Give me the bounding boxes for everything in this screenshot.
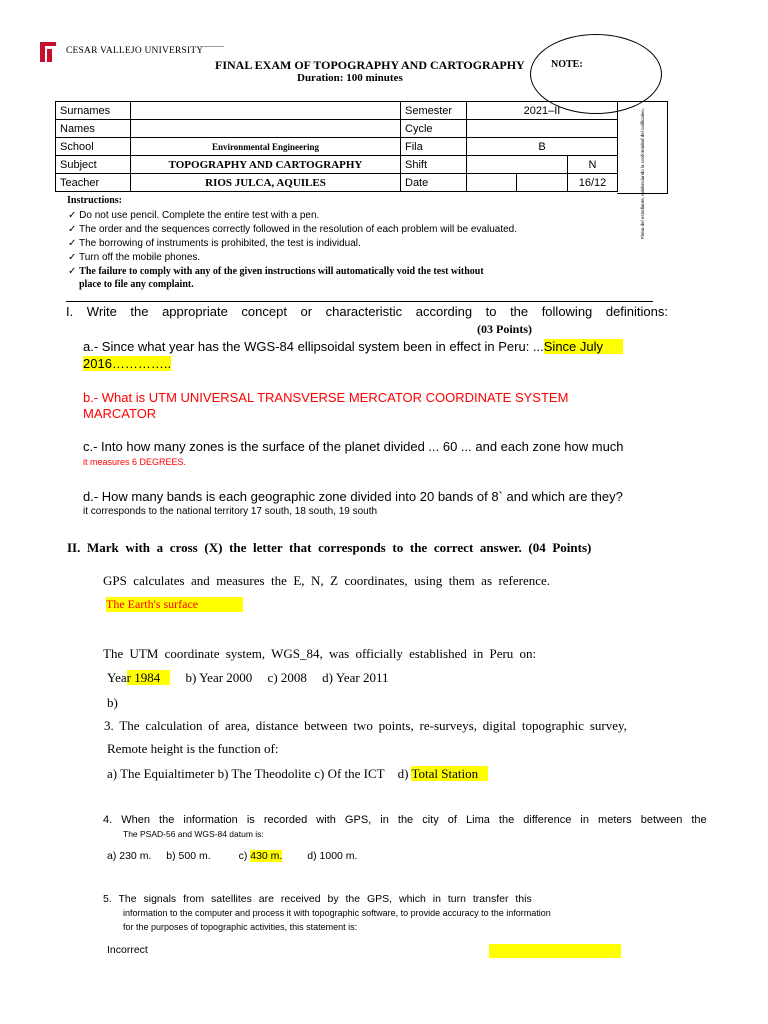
fila-label: Fila: [401, 138, 467, 156]
shift-field[interactable]: [467, 156, 568, 174]
date-field-2[interactable]: [517, 174, 568, 192]
cycle-field[interactable]: [467, 120, 618, 138]
section1-heading: I. Write the appropriate concept or characteristic according to the following definitions:: [66, 304, 668, 319]
header-divider: [200, 46, 224, 47]
student-info-table: [55, 101, 618, 192]
table-row: [56, 102, 618, 120]
q4-option-d[interactable]: d) 1000 m.: [307, 850, 358, 862]
question-a-answer: Since July: [543, 339, 604, 354]
section2-heading: II. Mark with a cross (X) the letter that corresponds to the correct answer. (04 Points): [67, 540, 592, 555]
instruction-item: ✓ Do not use pencil. Complete the entire test with a pen.: [68, 210, 320, 221]
q2-b-marker: b): [107, 695, 118, 710]
university-name: CESAR VALLEJO UNIVERSITY: [66, 46, 204, 56]
section-divider: [66, 301, 653, 302]
instruction-bold-line: place to file any complaint.: [79, 279, 194, 290]
q2-option-c[interactable]: c) 2008: [267, 670, 307, 685]
q4-option-a[interactable]: a) 230 m.: [107, 850, 152, 862]
exam-title: FINAL EXAM OF TOPOGRAPHY AND CARTOGRAPHY: [215, 58, 525, 72]
check-icon: ✓: [68, 266, 77, 277]
table-row: [56, 156, 618, 174]
q2-option-b[interactable]: b) Year 2000: [185, 670, 253, 685]
instruction-item: ✓ Turn off the mobile phones.: [68, 252, 201, 263]
names-field[interactable]: [131, 120, 401, 138]
table-row: [56, 120, 618, 138]
q4-option-b[interactable]: b) 500 m.: [166, 850, 211, 862]
q4-text-2: The PSAD-56 and WGS-84 datum is:: [123, 829, 264, 839]
q3-options: [107, 766, 488, 782]
question-b-line-1: b.- What is UTM UNIVERSAL TRANSVERSE MERCATOR COORDINATE SYSTEM: [83, 390, 569, 405]
q1-text: GPS calculates and measures the E, N, Z coordinates, using them as reference.: [103, 573, 551, 588]
q4-option-c-selected[interactable]: 430 m.: [250, 850, 283, 862]
q5-text-2: information to the computer and process it with topographic software, to provide accuracy to the information: [123, 908, 551, 918]
exam-duration: Duration: 100 minutes: [297, 72, 403, 84]
cycle-label: Cycle: [401, 120, 467, 138]
surnames-label: Surnames: [56, 102, 131, 120]
question-a-answer-cont: 2016…………..: [83, 356, 172, 371]
q5-answer-highlight: [489, 944, 621, 958]
q2-text: The UTM coordinate system, WGS_84, was officially established in Peru on:: [103, 646, 537, 661]
teacher-label: Teacher: [56, 174, 131, 192]
instruction-item: [68, 265, 484, 278]
question-a: [83, 339, 623, 354]
q2-option-a[interactable]: Yea: [107, 670, 127, 685]
semester-label: Semester: [401, 102, 467, 120]
semester-value: 2021–II: [467, 102, 618, 120]
q3-option-b[interactable]: b) The Theodolite: [217, 766, 311, 781]
q5-text-3: for the purposes of topographic activities, this statement is:: [123, 922, 358, 932]
school-value: Environmental Engineering: [131, 138, 401, 156]
q3-text: 3. The calculation of area, distance between two points, re-surveys, digital topographic survey,: [104, 718, 627, 733]
shift-value: N: [568, 156, 618, 174]
date-field-1[interactable]: [467, 174, 517, 192]
question-c-answer: it measures 6 DEGREES.: [83, 457, 187, 467]
date-label: Date: [401, 174, 467, 192]
table-row: [56, 174, 618, 192]
q2-options: [107, 670, 388, 686]
q3-option-a[interactable]: a) The Equialtimeter: [107, 766, 215, 781]
q3-option-d[interactable]: d): [397, 766, 409, 781]
surnames-field[interactable]: [131, 102, 401, 120]
table-row: [56, 138, 618, 156]
question-c-text: c.- Into how many zones is the surface of the planet divided ... 60 ... and each zone how much: [83, 439, 624, 454]
q5-text: 5. The signals from satellites are received by the GPS, which in turn transfer this: [103, 893, 532, 905]
question-a-text: a.- Since what year has the WGS-84 ellipsoidal system been in effect in Peru: ...: [83, 339, 544, 354]
q5-answer: Incorrect: [107, 944, 148, 956]
names-label: Names: [56, 120, 131, 138]
instruction-item: ✓ The borrowing of instruments is prohibited, the test is individual.: [68, 238, 361, 249]
q4-options: [107, 850, 357, 862]
fila-value: B: [467, 138, 618, 156]
signature-caption: Firma del estudiante, evidenciando la conformidad del calificativo.: [640, 108, 645, 240]
q1-answer: The Earth's surface: [106, 597, 243, 612]
shift-label: Shift: [401, 156, 467, 174]
q2-option-d[interactable]: d) Year 2011: [322, 670, 389, 685]
teacher-value: RIOS JULCA, AQUILES: [131, 174, 401, 192]
university-logo-icon: [38, 40, 58, 64]
q2-option-a-selected[interactable]: r 1984: [127, 670, 171, 685]
q3-option-c[interactable]: c) Of the ICT: [314, 766, 385, 781]
section1-points: (03 Points): [477, 322, 532, 336]
question-d-text: d.- How many bands is each geographic zone divided into 20 bands of 8` and which are they?: [83, 489, 623, 504]
q3-text-2: Remote height is the function of:: [107, 741, 279, 756]
note-label: NOTE:: [551, 59, 583, 70]
question-b-line-2: MARCATOR: [83, 406, 157, 421]
date-value: 16/12: [568, 174, 618, 192]
q4-option-c[interactable]: c): [238, 850, 248, 862]
q4-text: 4. When the information is recorded with GPS, in the city of Lima the difference in meters between the: [103, 814, 707, 826]
instructions-heading: Instructions:: [67, 195, 123, 206]
instruction-item: ✓ The order and the sequences correctly followed in the resolution of each problem will be evaluated.: [68, 224, 518, 235]
subject-label: Subject: [56, 156, 131, 174]
q3-option-d-selected[interactable]: Total Station: [411, 766, 488, 781]
question-d-answer: it corresponds to the national territory 17 south, 18 south, 19 south: [83, 506, 378, 517]
subject-value: TOPOGRAPHY AND CARTOGRAPHY: [131, 156, 401, 174]
instruction-bold-line: The failure to comply with any of the given instructions will automatically void the test without: [79, 266, 484, 277]
school-label: School: [56, 138, 131, 156]
